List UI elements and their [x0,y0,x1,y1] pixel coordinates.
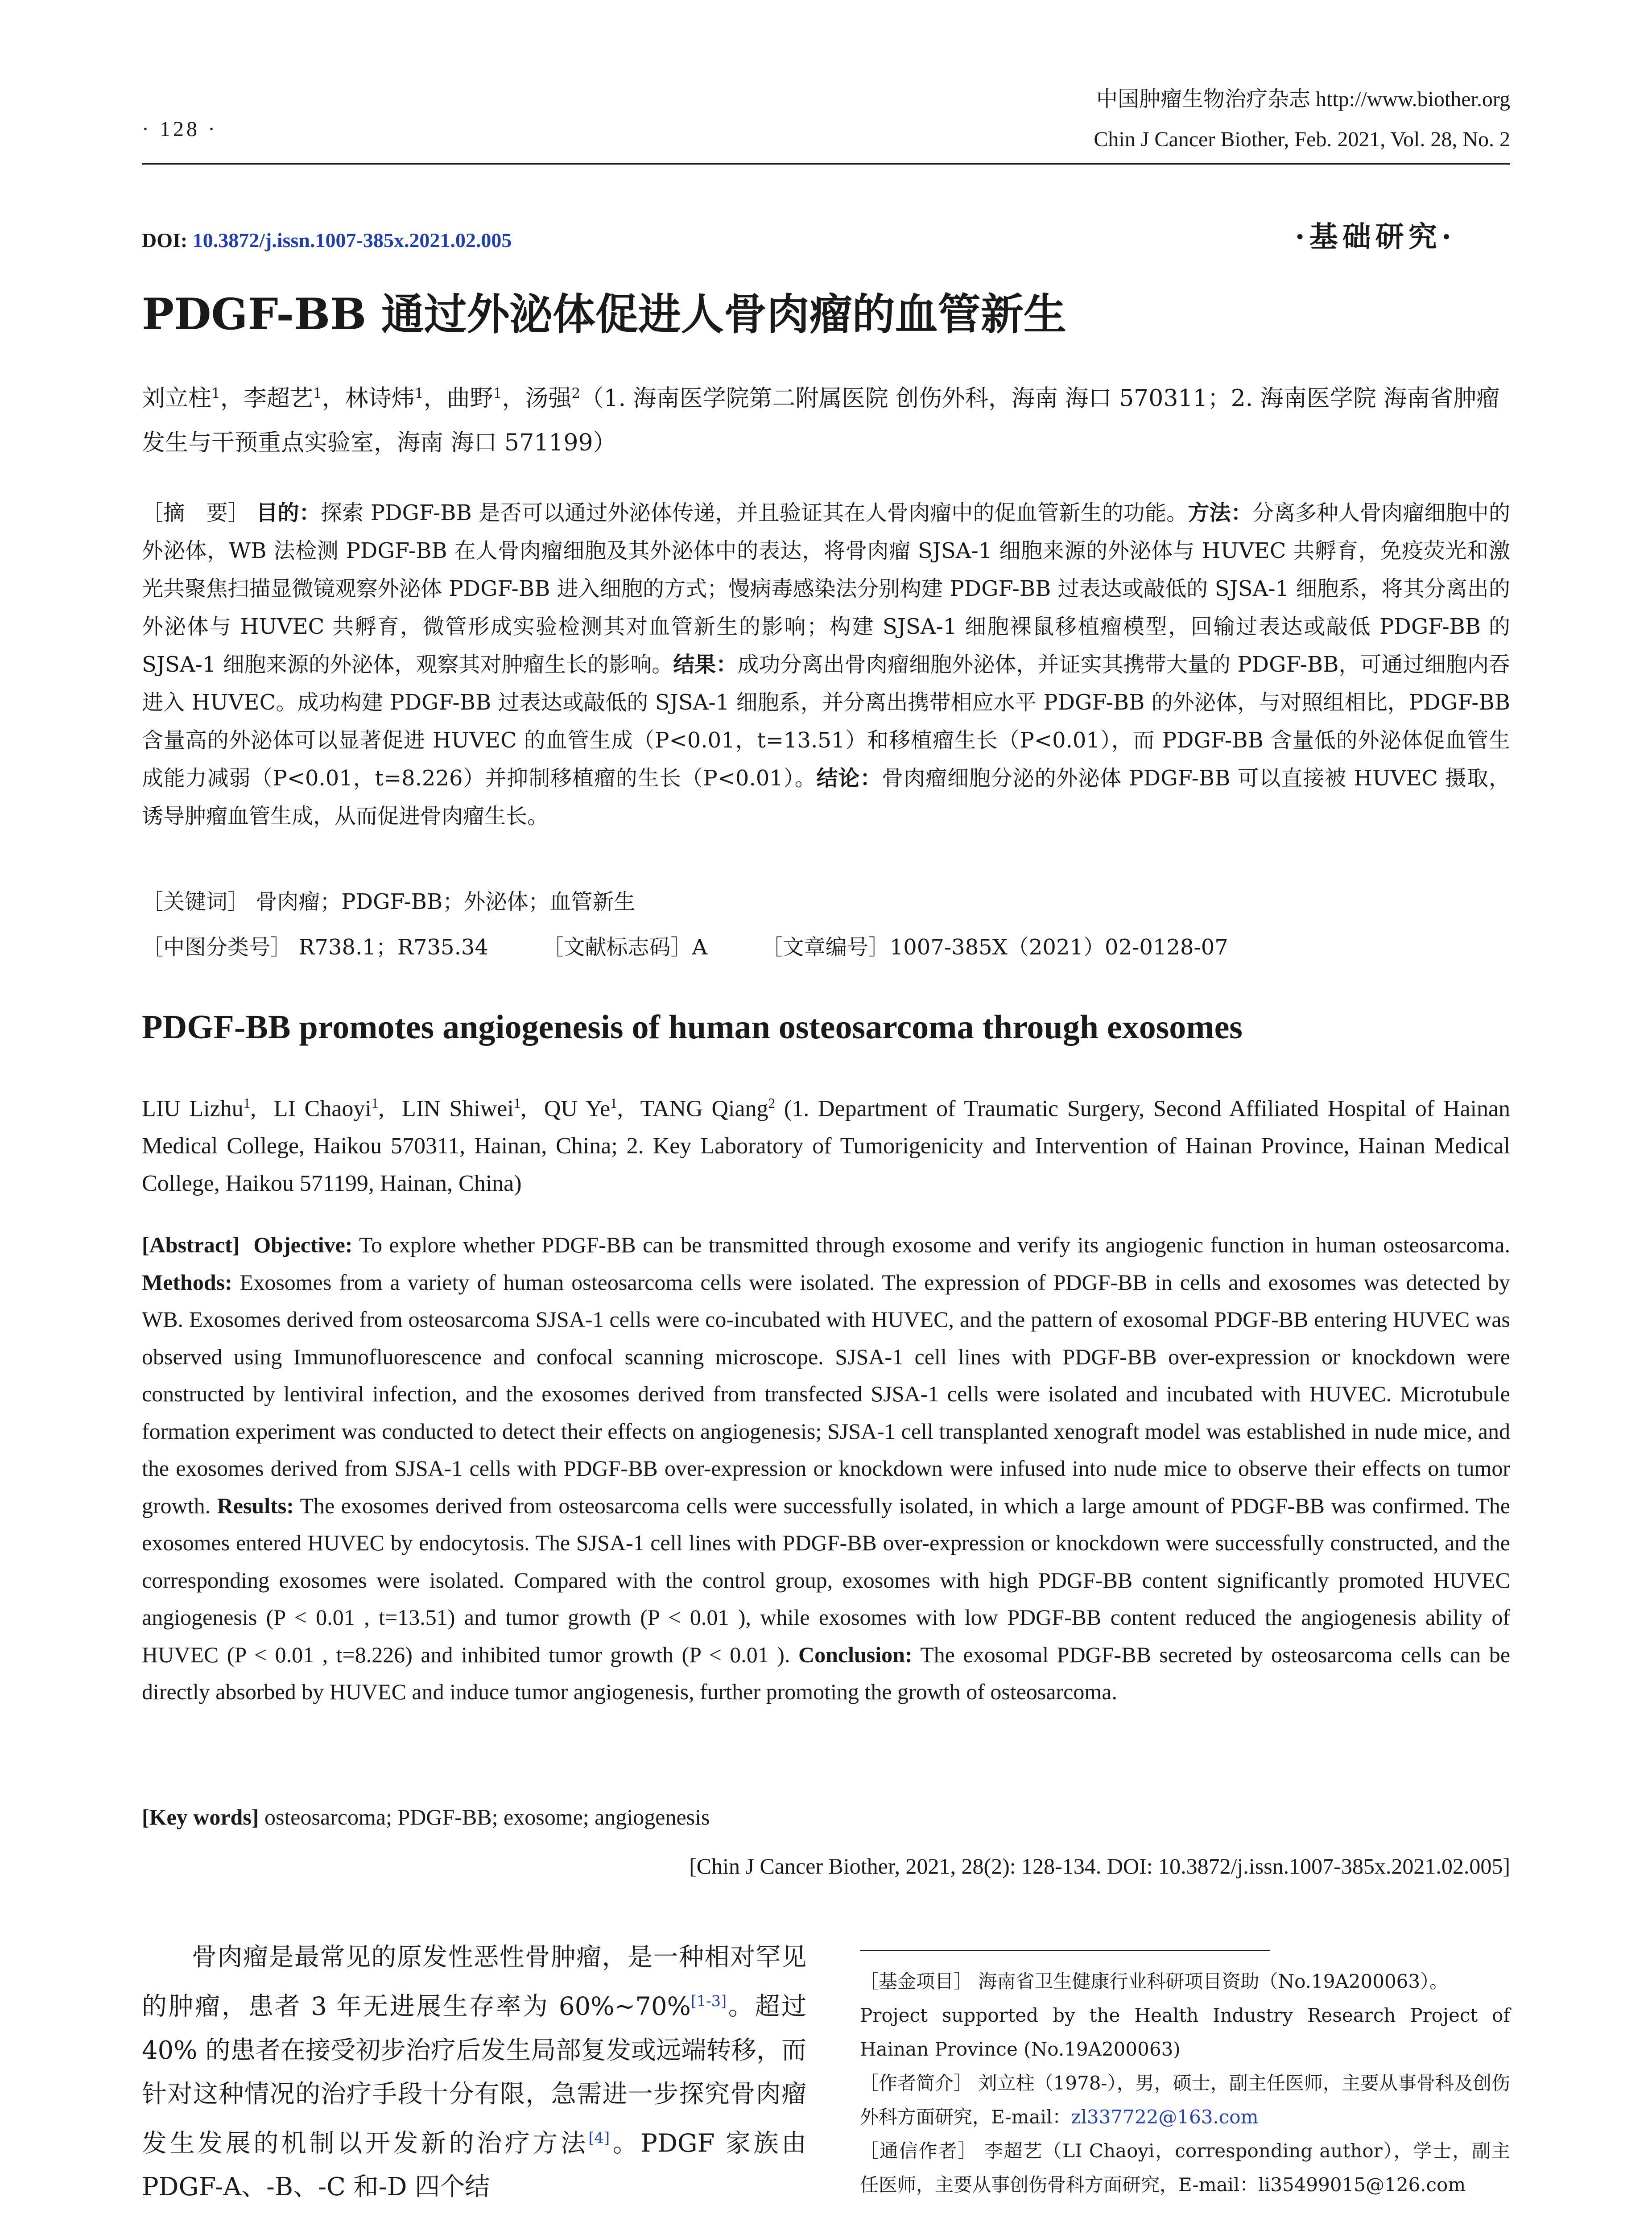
fund-cn: 海南省卫生健康行业科研项目资助（No.19A200063）。 [978,1970,1449,1992]
affiliation-en: (1. Department of Traumatic Surgery, Second Affiliated Hospital of Hainan Medical College, Haikou 570311, Hainan, China; 2. Key Laboratory of Tumorigenicity and Intervention of Hainan Province, Hainan Medical College, Haikou 571199, Hainan, China) [142,1096,1511,1197]
article-no-label: ［文章编号］ [761,935,890,960]
journal-header [1094,79,1510,160]
footnote-rule [860,1950,1270,1951]
objective-label: Objective: [253,1232,353,1257]
reference-link[interactable]: [1-3] [690,1992,727,2010]
clc-label: ［中图分类号］ [142,935,292,960]
keywords-en-value: osteosarcoma; PDGF-BB; exosome; angiogenesis [264,1805,710,1829]
author-name: LI Chaoyi [273,1096,372,1122]
objective-label: 目的： [256,500,321,525]
author-name: TANG Qiang [640,1096,768,1122]
methods-label: 方法： [1188,500,1252,525]
conclusion-text: The exosomal PDGF-BB secreted by osteosarcoma cells can be directly absorbed by HUVEC and induce tumor angiogenesis, further promoting the growth of osteosarcoma. [142,1642,1511,1704]
page-number: · 128 · [142,117,218,141]
abstract-en-label: [Abstract] [142,1232,240,1257]
author-name: LIU Lizhu [142,1096,244,1122]
citation: [Chin J Cancer Biother, 2021, 28(2): 128-134. DOI: 10.3872/j.issn.1007-385x.2021.02.005] [689,1854,1510,1879]
corresponding-label: ［通信作者］ [860,2140,978,2162]
author-bio-text: 刘立柱（1978-），男，硕士，副主任医师，主要从事骨科及创伤外科方面研究，E-mail： [860,2072,1510,2128]
article-no-value: 1007-385X（2021）02-0128-07 [889,935,1228,960]
clc-value: R738.1；R735.34 [298,935,488,960]
fund-en: Project supported by the Health Industry Research Project of Hainan Province (No.19A200063) [860,2004,1510,2060]
author-name: LIN Shiwei [401,1096,514,1122]
conclusion-label: 结论： [816,766,882,791]
results-label: 结果： [673,652,738,677]
authors-en: LIU Lizhu$^1$, LI Chaoyi$^1$, LIN Shiwei$^1$, QU Ye$^1$, TANG Qiang$^2$ (1. Department of Traumatic Surgery, Second Affiliated Hospital of Hainan Medical College, Haikou 570311, Hainan, China; 2. Key Laboratory of Tumorigenicity and Intervention of Hainan Province, Hainan Medical College, Haikou 571199, Hainan, China) [142,1095,1511,1197]
objective-text: To explore whether PDGF-BB can be transmitted through exosome and verify its angiogenic function in human osteosarcoma. [359,1232,1510,1257]
author-bio-label: ［作者简介］ [860,2072,973,2094]
author-name: QU Ye [544,1096,611,1122]
column-tag: ·基础研究· [1295,220,1456,254]
title-cn: PDGF-BB 通过外泌体促进人骨肉瘤的血管新生 [142,289,1066,339]
conclusion-label: Conclusion: [798,1642,913,1667]
author-name: 汤强 [525,385,572,412]
body-paragraph: 骨肉瘤是最常见的原发性恶性骨肿瘤，是一种相对罕见的肿瘤，患者 3 年无进展生存率为 60%~70%[1-3]。超过 40% 的患者在接受初步治疗后发生局部复发或远端转移，而针对这种情况的治疗手段十分有限，急需进一步探究骨肉瘤发生发展的机制以开发新的治疗方法[4]。PDGF 家族由 PDGF-A、-B、-C 和-D 四个结 [142,1943,807,2202]
author-name: 李超艺 [243,385,313,412]
affiliation-cn: （1. 海南医学院第二附属医院 创伤外科，海南 海口 570311；2. 海南医学院 海南省肿瘤发生与干预重点实验室，海南 海口 571199） [142,385,1500,457]
corresponding-author [860,2134,1510,2202]
abstract-cn-label: ［摘 要］ [142,500,249,525]
classification-row [142,929,1510,966]
author-name: 刘立柱 [142,385,212,412]
methods-text: 分离多种人骨肉瘤细胞中的外泌体，WB 法检测 PDGF-BB 在人骨肉瘤细胞及其外泌体中的表达，将骨肉瘤 SJSA-1 细胞来源的外泌体与 HUVEC 共孵育，免疫荧光和激光共聚焦扫描显微镜观察外泌体 PDGF-BB 进入细胞的方式；慢病毒感染法分别构建 PDGF-BB 过表达或敲低的 SJSA-1 细胞系，将其分离出的外泌体与 HUVEC 共孵育，微管形成实验检测其对血管新生的影响；构建 SJSA-1 细胞裸鼠移植瘤模型，回输过表达或敲低 PDGF-BB 的 SJSA-1 细胞来源的外泌体，观察其对肿瘤生长的影响。 [142,500,1510,677]
doi-label: DOI: [142,229,188,252]
author-bio [860,2066,1510,2134]
title-en: PDGF-BB promotes angiogenesis of human osteosarcoma through exosomes [142,1008,1243,1046]
methods-text: Exosomes from a variety of human osteosarcoma cells were isolated. The expression of PDGF-BB in cells and exosomes was detected by WB. Exosomes derived from osteosarcoma SJSA-1 cells were co-incubated with HUVEC, and the pattern of exosomal PDGF-BB entering HUVEC was observed using Immunofluorescence and confocal scanning microscope. SJSA-1 cell lines with PDGF-BB over-expression or knockdown were constructed by lentiviral infection, and the exosomes derived from transfected SJSA-1 cells were isolated and incubated with HUVEC. Microtubule formation experiment was conducted to detect their effects on angiogenesis; SJSA-1 cell transplanted xenograft model was established in nude mice, and the exosomes derived from SJSA-1 cells with PDGF-BB over-expression or knockdown were infused into nude mice to observe their effects on tumor growth. [142,1269,1511,1518]
results-label: Results: [217,1493,294,1518]
doi-link[interactable]: 10.3872/j.issn.1007-385x.2021.02.005 [192,229,512,252]
journal-en-issue: Chin J Cancer Biother, Feb. 2021, Vol. 28, No. 2 [1094,128,1510,151]
abstract-en [142,1226,1510,1711]
header-rule [142,163,1510,165]
keywords-en-label: [Key words] [142,1805,259,1829]
results-text: The exosomes derived from osteosarcoma cells were successfully isolated, in which a large amount of PDGF-BB was confirmed. The exosomes entered HUVEC by endocytosis. The SJSA-1 cell lines with PDGF-BB over-expression or knockdown were successfully constructed, and the corresponding exosomes were isolated. Compared with the control group, exosomes with high PDGF-BB content significantly promoted HUVEC angiogenesis (P < 0.01 , t=13.51) and tumor growth (P < 0.01 ), while exosomes with low PDGF-BB content reduced the angiogenesis ability of HUVEC (P < 0.01 , t=8.226) and inhibited tumor growth (P < 0.01 ). [142,1493,1510,1667]
objective-text: 探索 PDGF-BB 是否可以通过外泌体传递，并且验证其在人骨肉瘤中的促血管新生的功能。 [320,500,1188,525]
keywords-cn-label: ［关键词］ [142,889,249,914]
author-email-link[interactable]: zl337722@163.com [1071,2106,1259,2128]
keywords-cn [142,883,1510,921]
keywords-en [142,1804,710,1830]
abstract-cn [142,494,1510,835]
author-name: 曲野 [446,385,493,412]
footnotes [860,1965,1510,2202]
methods-label: Methods: [142,1269,232,1295]
doc-code-label: ［文献标志码］ [542,935,692,960]
author-name: 林诗炜 [345,385,415,412]
reference-link[interactable]: [4] [588,2129,610,2147]
authors-cn: 刘立柱$^1$，李超艺$^1$，林诗炜$^1$，曲野$^1$，汤强$^2$（1. 海南医学院第二附属医院 创伤外科，海南 海口 570311；2. 海南医学院 海南省肿瘤发生与干预重点实验室，海南 海口 571199） [142,385,1500,457]
results-text: 成功分离出骨肉瘤细胞外泌体，并证实其携带大量的 PDGF-BB，可通过细胞内吞进入 HUVEC。成功构建 PDGF-BB 过表达或敲低的 SJSA-1 细胞系，并分离出携带相应水平 PDGF-BB 的外泌体，与对照组相比，PDGF-BB 含量高的外泌体可以显著促进 HUVEC 的血管生成（P<0.01，t=13.51）和移植瘤生长（P<0.01），而 PDGF-BB 含量低的外泌体促血管生成能力减弱（P<0.01，t=8.226）并抑制移植瘤的生长（P<0.01）。 [142,652,1510,791]
fund-note [860,1965,1510,1999]
fund-label: ［基金项目］ [860,1970,973,1992]
doi-line [142,228,512,252]
keywords-cn-value: 骨肉瘤；PDGF-BB；外泌体；血管新生 [256,889,636,914]
journal-cn-url: 中国肿瘤生物治疗杂志 http://www.biother.org [1096,87,1510,111]
conclusion-text: 骨肉瘤细胞分泌的外泌体 PDGF-BB 可以直接被 HUVEC 摄取，诱导肿瘤血管生成，从而促进骨肉瘤生长。 [142,766,1510,829]
corresponding-text: 李超艺（LI Chaoyi，corresponding author），学士，副主任医师，主要从事创伤骨科方面研究，E-mail：li35499015@126.com [860,2140,1510,2196]
doc-code-value: A [692,935,708,960]
